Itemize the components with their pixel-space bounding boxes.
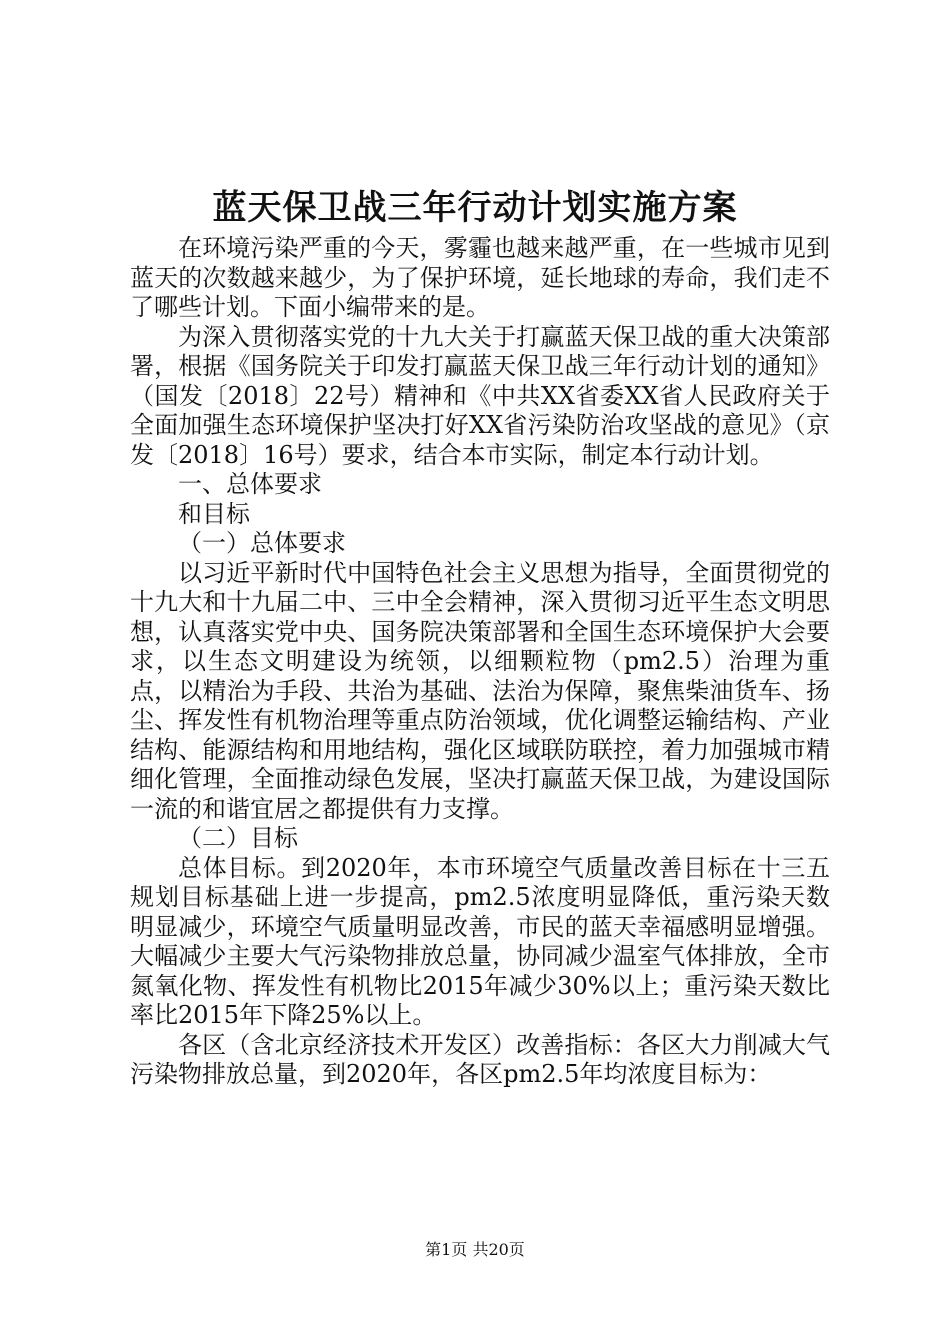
section-heading: 一、总体要求 (178, 470, 322, 498)
section-heading-continued: 和目标 (178, 499, 250, 528)
overall-goal-paragraph: 总体目标。到2020年，本市环境空气质量改善目标在十三五规划目标基础上进一步提高，pm2.5浓度明显降低，重污染天数明显减少，环境空气质量明显改善，市民的蓝天幸福感明显增强。大幅减少主要大气污染物排放总量，协同减少温室气体排放，全市氮氧化物、挥发性有机物比2015年减少30%以上；重污染天数比率比2015年下降25%以上。 (130, 853, 830, 1029)
subsection-heading-requirements: （一）总体要求 (178, 529, 346, 557)
background-paragraph: 为深入贯彻落实党的十九大关于打赢蓝天保卫战的重大决策部署，根据《国务院关于印发打赢蓝天保卫战三年行动计划的通知》（国发〔2018〕22号）精神和《中共XX省委XX省人民政府关于全面加强生态环境保护坚决打好XX省污染防治攻坚战的意见》（京发〔2018〕16号）要求，结合本市实际，制定本行动计划。 (130, 322, 830, 469)
page-number-footer: 第1页 共20页 (425, 1240, 525, 1259)
requirements-paragraph: 以习近平新时代中国特色社会主义思想为指导，全面贯彻党的十九大和十九届二中、三中全会精神，深入贯彻习近平生态文明思想，认真落实党中央、国务院决策部署和全国生态环境保护大会要求，以生态文明建设为统领，以细颗粒物（pm2.5）治理为重点，以精治为手段、共治为基础、法治为保障，聚焦柴油货车、扬尘、挥发性有机物治理等重点防治领域，优化调整运输结构、产业结构、能源结构和用地结构，强化区域联防联控，着力加强城市精细化管理，全面推动绿色发展，坚决打赢蓝天保卫战，为建设国际一流的和谐宜居之都提供有力支撑。 (130, 558, 830, 823)
district-goal-paragraph: 各区（含北京经济技术开发区）改善指标：各区大力削减大气污染物排放总量，到2020年，各区pm2.5年均浓度目标为： (130, 1030, 830, 1088)
document-body (130, 234, 830, 1090)
intro-paragraph: 在环境污染严重的今天，雾霾也越来越严重，在一些城市见到蓝天的次数越来越少，为了保护环境，延长地球的寿命，我们走不了哪些计划。下面小编带来的是。 (130, 234, 830, 321)
subsection-heading-goals: （二）目标 (178, 824, 298, 852)
document-title: 蓝天保卫战三年行动计划实施方案 (212, 188, 738, 228)
